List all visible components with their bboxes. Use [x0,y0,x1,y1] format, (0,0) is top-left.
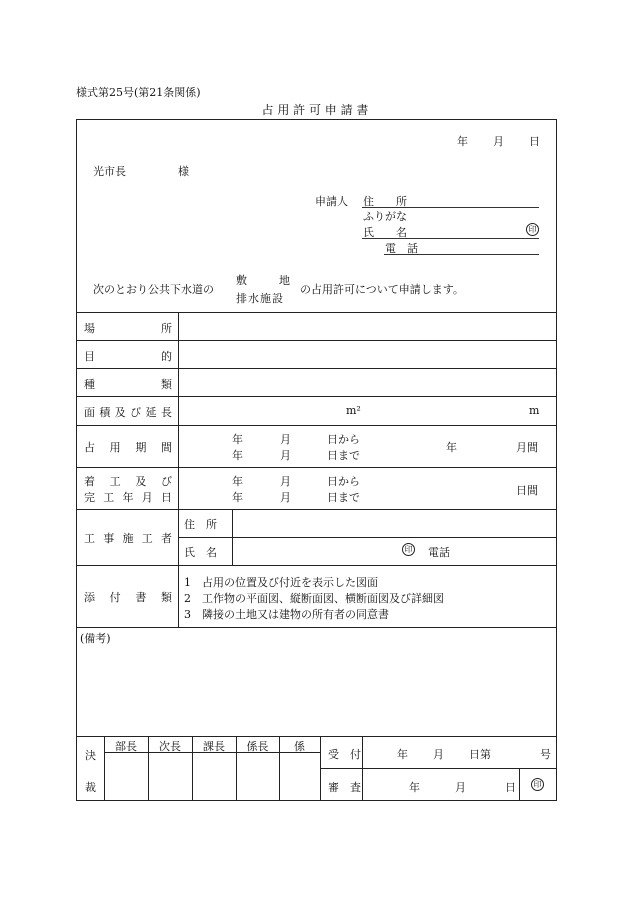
contractor-seal-icon: 印 [402,543,415,556]
period-from-day: 日から [327,433,360,446]
row-area-label: 面 積 及 び 延 長 [84,406,172,419]
row-construction-label-2: 完 工 年 月 日 [84,491,172,504]
applicant-address-label: 住 所 [363,195,407,208]
stamp-cell-buchou[interactable] [105,754,147,800]
construction-to-day: 日まで [327,491,360,504]
statement-option-1: 敷 地 [236,274,290,287]
review-year: 年 [409,781,420,794]
date-year-label: 年 [457,135,468,148]
row-construction-label-1: 着 工 及 び [84,475,172,488]
review-label: 審 査 [328,781,361,794]
role-kakari: 係 [294,740,305,753]
type-field[interactable] [180,370,554,394]
period-to-month: 月 [280,449,291,462]
document-title: 占 用 許 可 申 請 書 [261,103,369,117]
construction-from-day: 日から [327,475,360,488]
review-month: 月 [455,781,466,794]
received-month: 月 [433,748,444,761]
contractor-phone-label: 電話 [428,546,450,559]
role-kachou: 課長 [203,740,225,753]
period-to-year: 年 [232,449,243,462]
row-attachments-label: 添 付 書 類 [84,591,172,604]
row-purpose-label: 目 的 [84,350,172,363]
period-total-month: 月間 [516,441,538,454]
length-unit: m [529,404,540,417]
received-issue-number: 号 [540,748,551,761]
approval-label-bottom: 裁 [85,781,96,794]
stamp-cell-kachou[interactable] [193,754,235,800]
form-number: 様式第25号(第21条関係) [76,86,201,99]
purpose-field[interactable] [180,342,554,366]
statement-prefix: 次のとおり公共下水道の [93,283,214,296]
row-location-label: 場 所 [84,322,172,335]
addressee-name: 光市長 [93,165,126,178]
period-from-year: 年 [232,433,243,446]
construction-from-month: 月 [280,475,291,488]
row-contractor-label: 工 事 施 工 者 [84,532,172,545]
applicant-label: 申請人 [315,195,348,208]
attachment-item-3: 3 隣接の土地又は建物の所有者の同意書 [184,608,389,621]
period-from-month: 月 [280,433,291,446]
statement-suffix: の占用許可について申請します。 [300,283,464,296]
date-day-label: 日 [529,135,540,148]
contractor-address-field[interactable] [234,511,554,535]
approval-label-top: 決 [85,749,96,762]
contractor-name-label: 氏 名 [184,546,217,559]
construction-to-month: 月 [280,491,291,504]
review-day: 日 [505,781,516,794]
construction-to-year: 年 [232,491,243,504]
location-field[interactable] [180,314,554,338]
statement-option-2: 排水施設 [236,292,284,305]
received-day-number: 日第 [469,748,491,761]
remarks-field[interactable] [80,646,554,734]
stamp-cell-kakari[interactable] [280,754,319,800]
stamp-cell-kakarichou[interactable] [237,754,278,800]
applicant-phone-line[interactable] [384,254,539,255]
period-to-day: 日まで [327,449,360,462]
addressee-honorific: 様 [178,165,189,178]
remarks-label: (備考) [80,632,111,645]
row-type-label: 種 類 [84,378,172,391]
applicant-furigana-label: ふりがな [363,210,407,223]
role-jichou: 次長 [159,740,181,753]
attachment-item-1: 1 占用の位置及び付近を表示した図面 [184,576,378,589]
contractor-address-label: 住 所 [184,518,217,531]
review-seal-icon: 印 [531,778,544,791]
applicant-phone-label: 電 話 [385,242,418,255]
role-kakarichou: 係長 [246,740,269,753]
applicant-seal-icon: 印 [526,223,539,236]
construction-days-label: 日間 [516,484,538,497]
applicant-name-line[interactable] [362,238,539,239]
received-year: 年 [397,748,408,761]
applicant-name-label: 氏 名 [363,226,407,239]
attachment-item-2: 2 工作物の平面図、縦断面図、横断面図及び詳細図 [184,592,444,605]
role-buchou: 部長 [115,740,137,753]
period-total-year: 年 [446,441,457,454]
received-label: 受 付 [328,748,361,761]
row-period-label: 占 用 期 間 [84,441,172,454]
date-month-label: 月 [493,135,504,148]
area-unit: m² [346,404,361,417]
stamp-cell-jichou[interactable] [149,754,191,800]
construction-from-year: 年 [232,475,243,488]
